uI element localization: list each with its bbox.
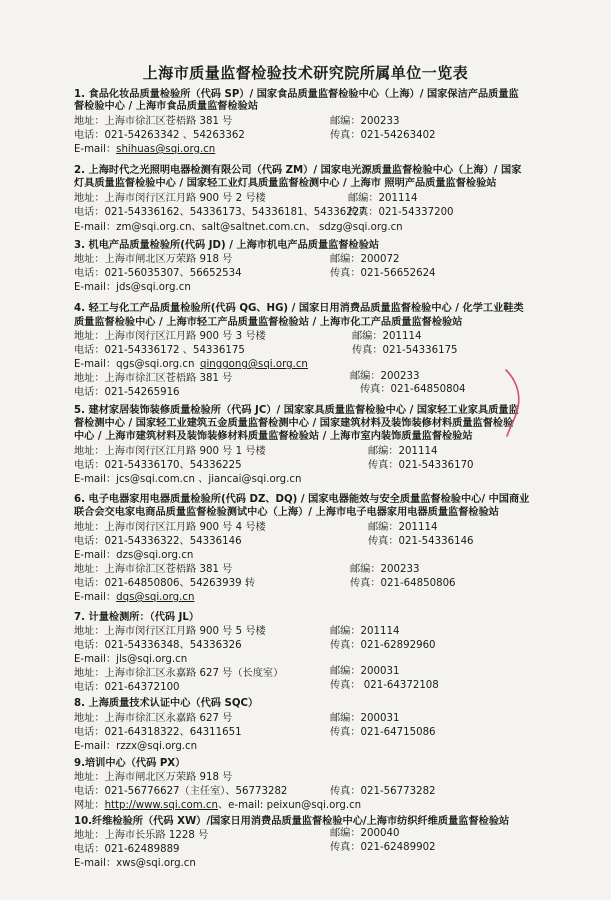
unit-4-phone: 电话：021-54336172 、54336175 <box>74 345 245 356</box>
unit-10-fax: 传真：021-62489902 <box>330 842 436 853</box>
unit-3-email-row <box>74 282 191 294</box>
unit-1-fax: 传真：021-54263402 <box>330 130 436 141</box>
unit-7-address: 地址：上海市闵行区江月路 900 号 5 号楼 <box>74 626 266 637</box>
unit-9-address: 地址：上海市闸北区万荣路 918 号 <box>74 772 233 783</box>
document-title: 上海市质量监督检验技术研究院所属单位一览表 <box>142 64 469 82</box>
unit-2-fax: 传真：021-54337200 <box>348 207 454 218</box>
unit-9-email[interactable]: 、e-mail: peixun@sqi.org.cn <box>217 800 362 811</box>
unit-5-heading-line-1: 5. 建材家居装饰装修质量检验所（代码 JC）/ 国家家具质量监督检验中心 / 国家轻工业家具质量监 <box>74 405 519 416</box>
unit-4-address: 地址：上海市闵行区江月路 900 号 3 号楼 <box>74 331 266 342</box>
unit-6-email-2-label: E-mail： <box>74 592 117 603</box>
unit-6-phone-2: 电话：021-64850806、54263939 转 <box>74 578 256 589</box>
unit-6-email-row <box>74 550 193 562</box>
unit-10-email[interactable]: E-mail：xws@sqi.org.cn <box>74 858 196 869</box>
unit-3-postcode: 邮编：200072 <box>330 254 400 265</box>
unit-1-postcode: 邮编：200233 <box>330 116 400 127</box>
unit-7-phone: 电话：021-54336348、54336326 <box>74 640 242 651</box>
unit-6-email-2[interactable]: dqs@sqi.org.cn <box>116 592 195 603</box>
unit-5-fax: 传真：021-54336170 <box>368 460 474 471</box>
unit-7-fax: 传真：021-62892960 <box>330 640 436 651</box>
unit-3-fax: 传真：021-56652624 <box>330 268 436 279</box>
unit-6-heading-line-2: 联合会交电家电商品质量监督检验测试中心（上海）/ 上海市电子电器家用电器质量监督检验站 <box>74 507 499 518</box>
unit-7-fax-2: 传真： 021-64372108 <box>330 680 439 691</box>
unit-4-email-label: E-mail： <box>74 359 117 370</box>
unit-8-email[interactable]: E-mail：rzzx@sqi.org.cn <box>74 741 198 752</box>
unit-6-address: 地址：上海市闵行区江月路 900 号 4 号楼 <box>74 522 266 533</box>
unit-8-phone: 电话：021-64318322、64311651 <box>74 727 242 738</box>
unit-9-web-row <box>74 800 361 812</box>
unit-4-address-2: 地址：上海市徐汇区苍梧路 381 号 <box>74 373 233 384</box>
unit-10-phone: 电话：021-62489889 <box>74 844 180 855</box>
unit-6-fax-2: 传真：021-64850806 <box>350 578 456 589</box>
unit-4-email[interactable]: qgs@sqi.org.cn <box>116 359 195 370</box>
unit-10-address: 地址：上海市长乐路 1228 号 <box>74 830 209 841</box>
unit-3-address: 地址：上海市闸北区万荣路 918 号 <box>74 254 233 265</box>
unit-9-phone: 电话：021-56776627（主任室）、56773282 <box>74 786 288 797</box>
unit-4-heading-line-1: 4. 轻工与化工产品质量检验所(代码 QG、HG) / 国家日用消费品质量监督检验中心 / 化学工业鞋类 <box>74 303 524 314</box>
unit-2-phone: 电话：021-54336162、54336173、54336181、54336227 <box>74 207 366 218</box>
unit-10-heading: 10.纤维检验所（代码 XW）/国家日用消费品质量监督检验中心/上海市纺织纤维质量监督检验站 <box>74 816 510 827</box>
unit-1-email[interactable]: shihuas@sqi.org.cn <box>116 144 216 155</box>
unit-7-email[interactable]: jls@sqi.org.cn <box>116 654 188 665</box>
unit-3-phone: 电话：021-56035307、56652534 <box>74 268 242 279</box>
unit-7-phone-2: 电话：021-64372100 <box>74 682 180 693</box>
unit-7-heading: 7. 计量检测所：（代码 JL） <box>74 612 200 623</box>
unit-5-heading-line-2: 督检测中心 / 国家轻工业建筑五金质量监督检测中心 / 国家建筑材料及装饰装修材料质量监督检验 <box>74 418 514 429</box>
unit-5-postcode: 邮编：201114 <box>368 446 438 457</box>
unit-8-postcode: 邮编：200031 <box>330 713 400 724</box>
unit-4-phone-2: 电话：021-54265916 <box>74 387 180 398</box>
unit-5-email[interactable]: E-mail：jcs@sqi.com.cn 、jiancai@sqi.org.cn <box>74 474 302 485</box>
unit-9-fax: 传真：021-56773282 <box>330 786 436 797</box>
unit-5-address: 地址：上海市闵行区江月路 900 号 1 号楼 <box>74 446 266 457</box>
unit-2-heading-line-1: 2. 上海时代之光照明电器检测有限公司（代码 ZM）/ 国家电光源质量监督检验中心（上海）/ 国家 <box>74 165 522 176</box>
unit-9-web-label: 网址： <box>74 800 105 811</box>
unit-7-postcode: 邮编：201114 <box>330 626 400 637</box>
unit-1-heading-line-1: 1. 食品化妆品质量检验所（代码 SP）/ 国家食品质量监督检验中心（上海）/ 国家保洁产品质量监 <box>74 89 519 100</box>
unit-1-phone: 电话：021-54263342 、54263362 <box>74 130 245 141</box>
unit-5-heading-line-3: 中心 / 上海市建筑材料及装饰装修材料质量监督检验站 / 上海市室内装饰质量监督检验站 <box>74 431 473 442</box>
unit-6-fax: 传真：021-54336146 <box>368 536 474 547</box>
unit-8-address: 地址：上海市徐汇区永嘉路 627 号 <box>74 713 233 724</box>
unit-6-email-label: E-mail： <box>74 550 117 561</box>
unit-10-postcode: 邮编：200040 <box>330 828 400 839</box>
unit-4-email-2[interactable]: qinggong@sqi.org.cn <box>200 359 308 370</box>
unit-6-email[interactable]: dzs@sqi.org.cn <box>116 550 194 561</box>
unit-2-heading-line-2: 灯具质量监督检验中心 / 国家轻工业灯具质量监督检测中心 / 上海市 照明产品质量监督检验站 <box>74 178 497 189</box>
unit-7-email-label: E-mail： <box>74 654 117 665</box>
unit-1-email-label: E-mail： <box>74 144 117 155</box>
unit-9-website-link[interactable]: http://www.sqi.com.cn <box>104 800 218 811</box>
unit-2-email[interactable]: E-mail：zm@sqi.org.cn、salt@saltnet.com.cn、 sdzg@sqi.org.cn <box>74 222 403 233</box>
unit-5-phone: 电话：021-54336170、54336225 <box>74 460 242 471</box>
unit-7-address-2: 地址：上海市徐汇区永嘉路 627 号（长度室） <box>74 668 284 679</box>
unit-4-heading-line-2: 质量监督检验中心 / 上海市轻工产品质量监督检验站 / 上海市化工产品质量监督检验站 <box>74 317 463 328</box>
red-pen-mark <box>500 368 530 438</box>
unit-3-heading: 3. 机电产品质量检验所(代码 JD) / 上海市机电产品质量监督检验站 <box>74 240 380 251</box>
unit-1-address: 地址：上海市徐汇区苍梧路 381 号 <box>74 116 233 127</box>
unit-6-heading-line-1: 6. 电子电器家用电器质量检验所(代码 DZ、DQ) / 国家电器能效与安全质量监督检验中心/ 中国商业 <box>74 494 530 505</box>
unit-1-email-row <box>74 144 215 156</box>
unit-9-heading: 9.培训中心（代码 PX） <box>74 758 186 769</box>
unit-6-phone: 电话：021-54336322、54336146 <box>74 536 242 547</box>
unit-6-postcode: 邮编：201114 <box>368 522 438 533</box>
unit-1-heading-line-2: 督检验中心 / 上海市食品质量监督检验站 <box>74 101 258 112</box>
unit-8-fax: 传真：021-64715086 <box>330 727 436 738</box>
unit-2-postcode: 邮编：201114 <box>348 193 418 204</box>
unit-7-email-row <box>74 654 187 666</box>
unit-4-email-row <box>74 359 194 371</box>
unit-4-fax-2: 传真：021-64850804 <box>360 384 466 395</box>
unit-3-email[interactable]: jds@sqi.org.cn <box>116 282 191 293</box>
unit-8-heading: 8. 上海质量技术认证中心（代码 SQC） <box>74 698 259 709</box>
unit-4-fax: 传真：021-54336175 <box>352 345 458 356</box>
unit-4-postcode-2: 邮编：200233 <box>350 371 420 382</box>
unit-7-postcode-2: 邮编：200031 <box>330 666 400 677</box>
unit-6-address-2: 地址：上海市徐汇区苍梧路 381 号 <box>74 564 233 575</box>
unit-6-email-row-2 <box>74 592 194 604</box>
unit-4-postcode: 邮编：201114 <box>352 331 422 342</box>
unit-2-address: 地址：上海市闵行区江月路 900 号 2 号楼 <box>74 193 266 204</box>
unit-3-email-label: E-mail： <box>74 282 117 293</box>
unit-6-postcode-2: 邮编：200233 <box>350 564 420 575</box>
